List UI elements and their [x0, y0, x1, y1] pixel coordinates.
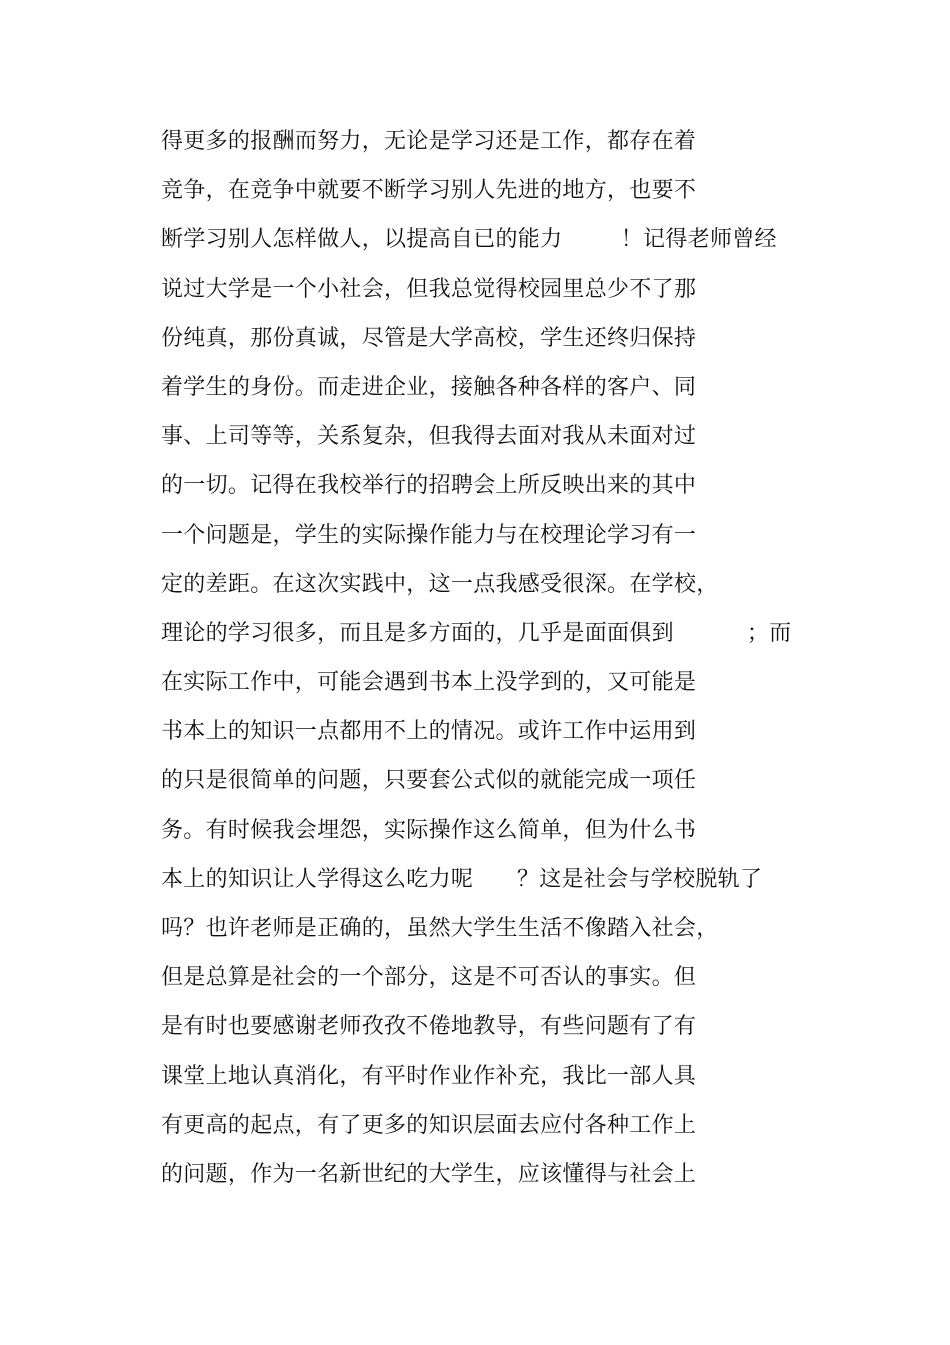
text-line: 课堂上地认真消化，有平时作业作补充，我比一部人具 [161, 1063, 697, 1089]
text-line: 得更多的报酬而努力，无论是学习还是工作，都存在着 [161, 129, 697, 154]
text-line: 的问题，作为一名新世纪的大学生，应该懂得与社会上 [161, 1161, 697, 1187]
text-line: 份纯真，那份真诚，尽管是大学高校，学生还终归保持 [161, 325, 697, 351]
text-line: 着学生的身份。而走进企业，接触各种各样的客户、同 [161, 374, 697, 400]
text-line: 事、上司等等，关系复杂，但我得去面对我从未面对过 [161, 424, 697, 450]
text-line: 是有时也要感谢老师孜孜不倦地教导，有些问题有了有 [161, 1014, 697, 1040]
text-line: 本上的知识让人学得这么吃力呢 ？这是社会与学校脱轨了 [161, 866, 763, 892]
text-line: 断学习别人怎样做人，以提高自已的能力 ！记得老师曾经 [161, 227, 777, 253]
text-line: 的只是很简单的问题，只要套公式似的就能完成一项任 [161, 768, 697, 794]
body-text [161, 122, 861, 1204]
text-line: 吗？也许老师是正确的，虽然大学生生活不像踏入社会， [161, 916, 719, 941]
text-line: 竞争，在竞争中就要不断学习别人先进的地方，也要不 [161, 178, 697, 204]
text-line: 的一切。记得在我校举行的招聘会上所反映出来的其中 [161, 473, 697, 499]
text-line: 一个问题是，学生的实际操作能力与在校理论学习有一 [161, 522, 697, 548]
text-line: 务。有时候我会埋怨，实际操作这么简单，但为什么书 [161, 817, 697, 843]
text-line: 在实际工作中，可能会遇到书本上没学到的，又可能是 [161, 670, 697, 696]
text-line: 定的差距。在这次实践中，这一点我感受很深。在学校， [161, 571, 719, 597]
text-line: 有更高的起点，有了更多的知识层面去应付各种工作上 [161, 1112, 697, 1138]
text-line: 说过大学是一个小社会，但我总觉得校园里总少不了那 [161, 276, 697, 302]
text-line: 书本上的知识一点都用不上的情况。或许工作中运用到 [161, 719, 697, 745]
text-line: 但是总算是社会的一个部分，这是不可否认的事实。但 [161, 965, 697, 991]
text-line: 理论的学习很多，而且是多方面的，几乎是面面俱到 ；而 [161, 620, 792, 646]
